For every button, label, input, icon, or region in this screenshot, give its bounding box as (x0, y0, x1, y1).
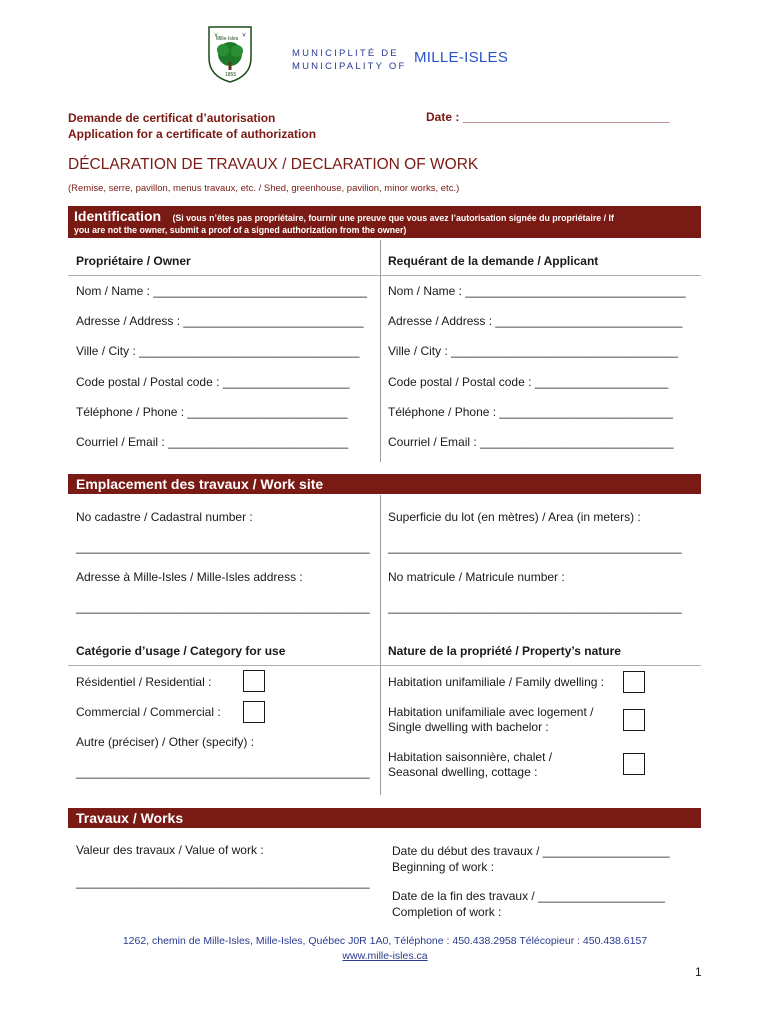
logo-year: 1855 (225, 72, 237, 78)
start-date-line2: Beginning of work : (392, 860, 495, 874)
footer-address: 1262, chemin de Mille-Isles, Mille-Isles, Québec J0R 1A0, Téléphone : 450.438.2958 Télécopieur : 450.438.6157 (122, 935, 648, 947)
nature-bachelor-line2: Single dwelling with bachelor : (388, 720, 549, 734)
municipality-line-en: MUNICIPALITY OF (292, 61, 407, 72)
footer-website-row (0, 950, 770, 962)
nature-seasonal-label (388, 750, 552, 780)
seasonal-dwelling-checkbox[interactable] (623, 753, 645, 775)
works-heading: Travaux / Works (76, 810, 184, 826)
cadastre-field[interactable]: ____________________________________________ (76, 540, 370, 554)
applicant-postal-field[interactable]: Code postal / Postal code : ____________________ (388, 375, 669, 389)
nature-heading: Nature de la propriété / Property’s nature (388, 644, 621, 658)
worksite-rule (68, 665, 701, 666)
identification-note-line1: (Si vous n’êtes pas propriétaire, fournir une preuve que vous avez l’autorisation signée du propriétaire / If (172, 213, 614, 223)
identification-heading: Identification (74, 208, 162, 224)
commercial-checkbox[interactable] (243, 701, 265, 723)
municipality-line-fr: MUNICIPLITÉ DE (292, 48, 399, 59)
identification-rule (68, 275, 701, 276)
applicant-email-field[interactable]: Courriel / Email : _____________________________ (388, 435, 674, 449)
applicant-city-field[interactable]: Ville / City : __________________________________ (388, 344, 679, 358)
works-bar (68, 808, 701, 828)
bachelor-dwelling-checkbox[interactable] (623, 709, 645, 731)
start-date-field[interactable] (392, 843, 670, 875)
municipal-crest-logo (206, 24, 254, 84)
logo-text: Mille-Isles (216, 36, 239, 42)
area-label: Superficie du lot (en mètres) / Area (in meters) : (388, 510, 641, 524)
end-date-field[interactable] (392, 888, 665, 920)
identification-divider (380, 240, 381, 462)
identification-note-line2: you are not the owner, submit a proof of a signed authorization from the owner) (74, 225, 407, 235)
owner-name-field[interactable]: Nom / Name : ________________________________ (76, 284, 367, 298)
family-dwelling-checkbox[interactable] (623, 671, 645, 693)
nature-seasonal-line2: Seasonal dwelling, cottage : (388, 765, 538, 779)
nature-bachelor-line1: Habitation unifamiliale avec logement / (388, 705, 594, 719)
category-heading: Catégorie d’usage / Category for use (76, 644, 286, 658)
page-number: 1 (695, 965, 702, 979)
end-date-line1: Date de la fin des travaux / ___________________ (392, 889, 665, 903)
owner-postal-field[interactable]: Code postal / Postal code : ___________________ (76, 375, 350, 389)
site-address-label: Adresse à Mille-Isles / Mille-Isles address : (76, 570, 303, 584)
worksite-divider (380, 495, 381, 795)
site-address-field[interactable]: ____________________________________________ (76, 600, 370, 614)
worksite-bar (68, 474, 701, 494)
nature-seasonal-line1: Habitation saisonnière, chalet / (388, 750, 553, 764)
owner-phone-field[interactable]: Téléphone / Phone : ________________________ (76, 405, 348, 419)
request-title-fr: Demande de certificat d’autorisation (68, 111, 276, 125)
work-value-label: Valeur des travaux / Value of work : (76, 843, 264, 857)
category-commercial-label: Commercial / Commercial : (76, 705, 221, 719)
category-other-field[interactable]: ____________________________________________ (76, 765, 370, 779)
work-value-field[interactable]: ____________________________________________ (76, 875, 370, 889)
worksite-heading: Emplacement des travaux / Work site (76, 476, 324, 492)
applicant-heading: Requérant de la demande / Applicant (388, 254, 599, 268)
applicant-address-field[interactable]: Adresse / Address : ____________________________ (388, 314, 683, 328)
identification-bar (68, 206, 701, 238)
request-title (68, 110, 316, 142)
category-residential-label: Résidentiel / Residential : (76, 675, 212, 689)
end-date-line2: Completion of work : (392, 905, 502, 919)
brand-name: MILLE-ISLES (414, 49, 509, 66)
municipality-label (292, 47, 406, 73)
nature-family-label: Habitation unifamiliale / Family dwelling : (388, 675, 605, 689)
residential-checkbox[interactable] (243, 670, 265, 692)
page-subtitle: (Remise, serre, pavillon, menus travaux, etc. / Shed, greenhouse, pavilion, minor works, etc.) (68, 183, 460, 194)
website-link[interactable]: www.mille-isles.ca (342, 950, 428, 962)
applicant-name-field[interactable]: Nom / Name : _________________________________ (388, 284, 686, 298)
applicant-phone-field[interactable]: Téléphone / Phone : __________________________ (388, 405, 673, 419)
owner-email-field[interactable]: Courriel / Email : ___________________________ (76, 435, 349, 449)
category-other-label: Autre (préciser) / Other (specify) : (76, 735, 255, 749)
page-title: DÉCLARATION DE TRAVAUX / DECLARATION OF WORK (68, 156, 479, 173)
owner-city-field[interactable]: Ville / City : _________________________________ (76, 344, 360, 358)
request-title-en: Application for a certificate of authorization (68, 127, 317, 141)
owner-address-field[interactable]: Adresse / Address : ___________________________ (76, 314, 364, 328)
cadastre-label: No cadastre / Cadastral number : (76, 510, 253, 524)
matricule-label: No matricule / Matricule number : (388, 570, 565, 584)
matricule-field[interactable]: ____________________________________________ (388, 600, 682, 614)
owner-heading: Propriétaire / Owner (76, 254, 191, 268)
date-field[interactable]: Date : _______________________________ (426, 110, 670, 124)
start-date-line1: Date du début des travaux / ___________________ (392, 844, 670, 858)
area-field[interactable]: ____________________________________________ (388, 540, 682, 554)
nature-bachelor-label (388, 705, 593, 735)
